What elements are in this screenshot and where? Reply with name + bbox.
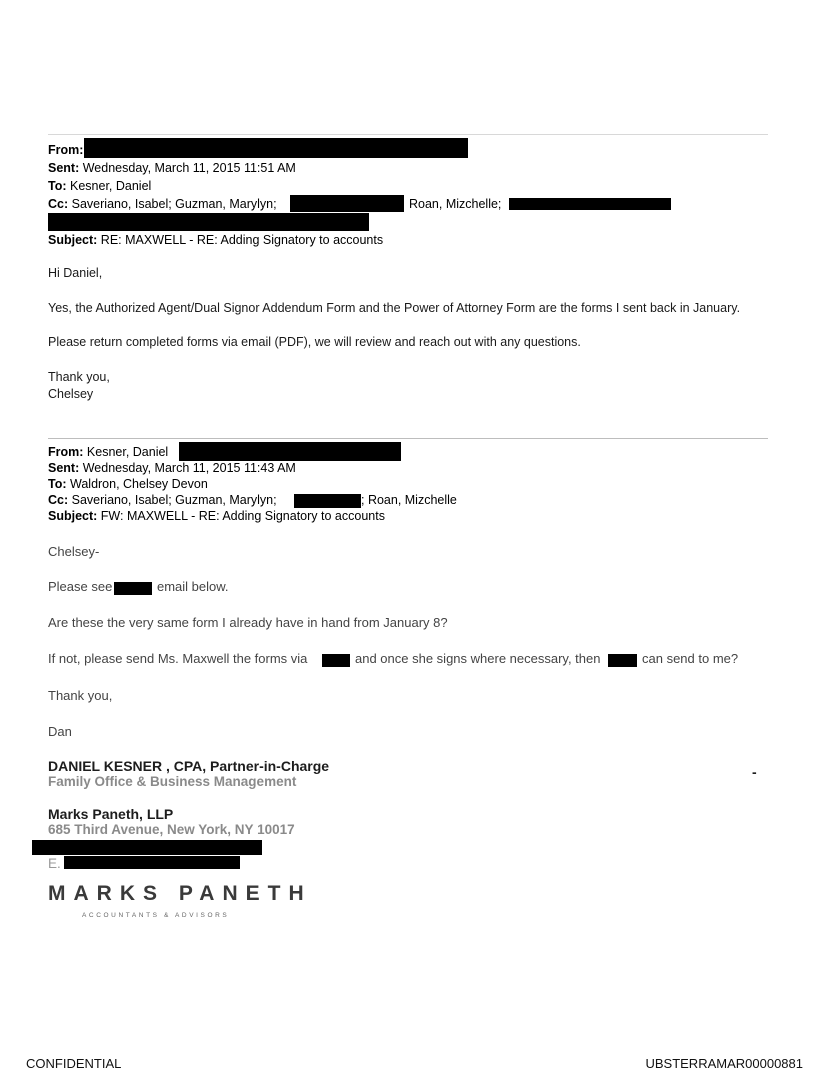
- cc-value-continued: ; Roan, Mizchelle: [361, 493, 457, 507]
- email1-cc-row: [48, 195, 277, 213]
- email2-line-continued: [157, 579, 229, 594]
- marks-paneth-logo: MARKS PANETH: [48, 882, 312, 905]
- signature-address: 685 Third Avenue, New York, NY 10017: [48, 822, 295, 837]
- email2-to-row: [48, 476, 208, 492]
- to-label: To:: [48, 179, 67, 193]
- line-text: If not, please send Ms. Maxwell the forms via: [48, 651, 308, 666]
- email2-line: [48, 651, 307, 666]
- from-label: From:: [48, 445, 84, 459]
- email1-paragraph: Please return completed forms via email (PDF), we will review and reach out with any questions.: [48, 335, 581, 349]
- email1-subject-row: [48, 231, 383, 249]
- line-text: can send to me?: [642, 651, 739, 666]
- email2-greeting: Chelsey-: [48, 544, 100, 559]
- email1-signer: Chelsey: [48, 387, 94, 401]
- cc-value-continued: Roan, Mizchelle;: [409, 197, 502, 211]
- from-value: Kesner, Daniel: [86, 445, 169, 459]
- signature-dash: -: [752, 764, 757, 780]
- bates-number: UBSTERRAMAR00000881: [645, 1056, 803, 1071]
- redaction-box: [114, 582, 152, 595]
- sent-value: Wednesday, March 11, 2015 11:51 AM: [82, 161, 296, 175]
- subject-value: FW: MAXWELL - RE: Adding Signatory to accounts: [100, 509, 385, 523]
- email2-closing: Thank you,: [48, 688, 113, 703]
- signature-name-title: DANIEL KESNER , CPA, Partner-in-Charge: [48, 758, 330, 774]
- redaction-box: [48, 213, 369, 231]
- email2-from-row: [48, 444, 168, 460]
- logo-subtitle: ACCOUNTANTS & ADVISORS: [82, 912, 230, 919]
- email2-line: [48, 579, 112, 594]
- email2-cc-continuation: [361, 492, 457, 508]
- line-text: and once she signs where necessary, then: [355, 651, 601, 666]
- email1-cc-continuation: [409, 195, 501, 213]
- redaction-box: [294, 494, 361, 508]
- signature-email-prefix: E.: [48, 856, 61, 871]
- redaction-box: [608, 654, 637, 667]
- email2-cc-row: [48, 492, 277, 508]
- line-text: Please see: [48, 579, 113, 594]
- to-value: Waldron, Chelsey Devon: [70, 477, 208, 491]
- signature-firm: Marks Paneth, LLP: [48, 806, 174, 822]
- email1-sent-row: [48, 159, 296, 177]
- redaction-box: [322, 654, 350, 667]
- email2-line-continued: [642, 651, 738, 666]
- redaction-box: [84, 138, 468, 158]
- email1-paragraph: Yes, the Authorized Agent/Dual Signor Addendum Form and the Power of Attorney Form are the forms I sent back in January.: [48, 301, 741, 315]
- line-text: email below.: [157, 579, 229, 594]
- email1-greeting: Hi Daniel,: [48, 266, 103, 280]
- redaction-box: [509, 198, 671, 210]
- cc-label: Cc:: [48, 493, 69, 507]
- sent-label: Sent:: [48, 461, 80, 475]
- sent-value: Wednesday, March 11, 2015 11:43 AM: [82, 461, 296, 475]
- email2-signer: Dan: [48, 724, 72, 739]
- subject-label: Subject:: [48, 233, 98, 247]
- email1-from-row: [48, 141, 83, 159]
- email1-closing: Thank you,: [48, 370, 110, 384]
- email2-subject-row: [48, 508, 385, 524]
- cc-value: Saveriano, Isabel; Guzman, Marylyn;: [71, 197, 277, 211]
- email2-line: Are these the very same form I already have in hand from January 8?: [48, 615, 448, 630]
- email2-sent-row: [48, 460, 296, 476]
- to-label: To:: [48, 477, 67, 491]
- subject-value: RE: MAXWELL - RE: Adding Signatory to accounts: [100, 233, 384, 247]
- redaction-box: [64, 856, 240, 869]
- subject-label: Subject:: [48, 509, 98, 523]
- email2-top-divider: [48, 438, 768, 439]
- signature-department: Family Office & Business Management: [48, 774, 297, 789]
- redaction-box: [32, 840, 262, 855]
- from-label: From:: [48, 143, 84, 157]
- email1-top-divider: [48, 134, 768, 135]
- confidential-label: CONFIDENTIAL: [26, 1056, 122, 1071]
- email1-to-row: [48, 177, 151, 195]
- to-value: Kesner, Daniel: [70, 179, 152, 193]
- email2-line-continued: [355, 651, 600, 666]
- cc-label: Cc:: [48, 197, 69, 211]
- cc-value: Saveriano, Isabel; Guzman, Marylyn;: [71, 493, 277, 507]
- sent-label: Sent:: [48, 161, 80, 175]
- redaction-box: [290, 195, 404, 212]
- redaction-box: [179, 442, 401, 461]
